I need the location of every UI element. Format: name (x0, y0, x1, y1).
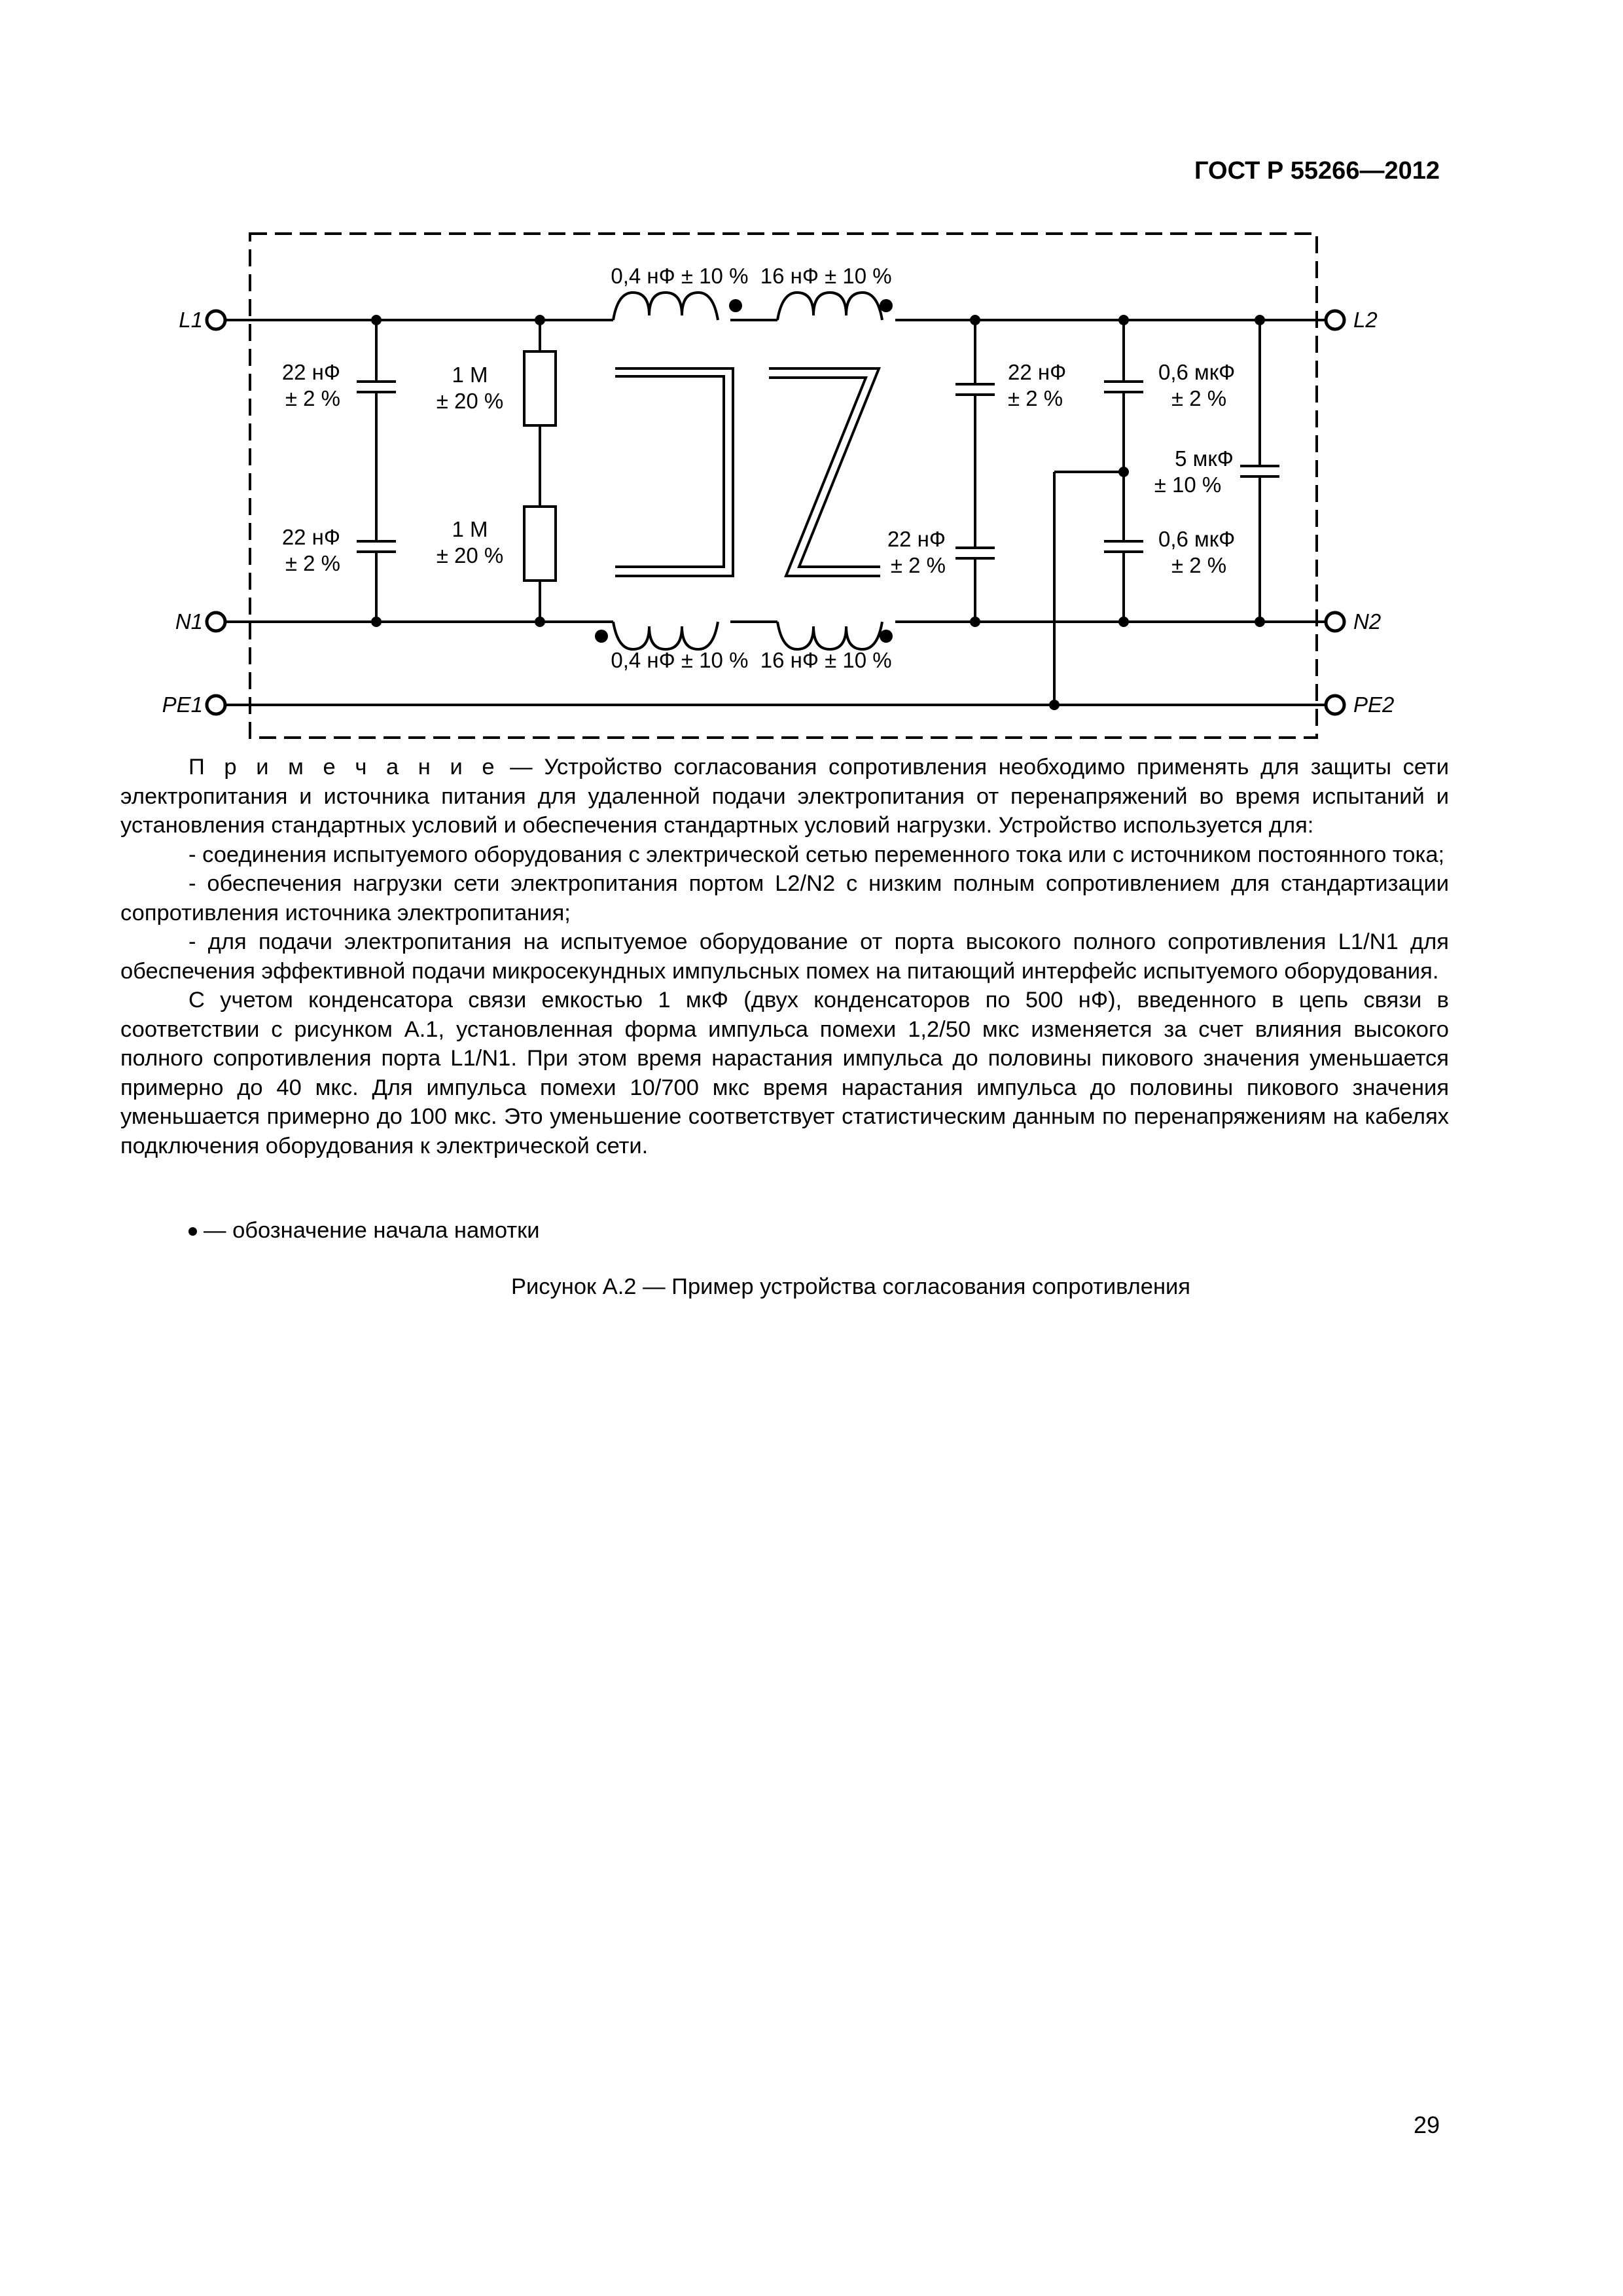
note-bullet-1: - соединения испытуемого оборудования с электрической сетью переменного тока или с источником постоянного тока; (188, 842, 1445, 867)
cap-right-top-tolerance: ± 2 % (1171, 386, 1227, 410)
legend-text: — обозначение начала намотки (204, 1218, 540, 1243)
resistor-bottom-value: 1 М (452, 517, 488, 541)
resistor-top-tolerance: ± 20 % (436, 389, 504, 413)
cap-big-tolerance: ± 10 % (1154, 473, 1222, 497)
cap-right-bottom-value: 0,6 мкФ (1158, 527, 1236, 551)
inductor-top-pair (613, 293, 882, 320)
resistor-column (524, 320, 556, 622)
port-pe1-label: PE1 (162, 692, 203, 717)
page-number: 29 (1413, 2111, 1440, 2138)
capacitor-right-column (1054, 320, 1143, 705)
port-l2-terminal (1326, 311, 1344, 329)
port-pe2-label: PE2 (1353, 692, 1395, 717)
port-l1-terminal (207, 311, 225, 329)
port-n2-terminal (1326, 613, 1344, 631)
winding-start-dot (880, 299, 893, 312)
inductor-bottom-pair (613, 622, 882, 649)
capacitor-mid (955, 320, 995, 622)
resistor-top-value: 1 М (452, 363, 488, 387)
figure-caption: Рисунок А.2 — Пример устройства согласования сопротивления (511, 1274, 1190, 1299)
port-n2-label: N2 (1353, 609, 1382, 634)
document-code: ГОСТ Р 55266—2012 (1194, 157, 1440, 185)
core-bracket (615, 368, 733, 576)
note-block (120, 753, 1449, 1160)
note-bullet-2: - обеспечения нагрузки сети электропитания портом L2/N2 с низким полным сопротивлением для стандартизации сопротивления источника электропитания; (120, 871, 1449, 925)
cap-left-bottom-tolerance: ± 2 % (285, 551, 340, 575)
port-n1-label: N1 (175, 609, 203, 634)
circuit-diagram (0, 0, 1623, 785)
port-pe1-terminal (207, 696, 225, 714)
note-text: — Устройство согласования сопротивления необходимо применять для защиты сети электропитания и источника питания для удаленной подачи электропитания от перенапряжений во время испытаний и установления стандартных условий и обеспечения стандартных условий нагрузки. Устройство используется для: (120, 755, 1449, 838)
inductor-top-labels: 0,4 нФ ± 10 % 16 нФ ± 10 % (611, 264, 892, 288)
cap-left-bottom-value: 22 нФ (281, 525, 340, 549)
note-bullet-3: - для подачи электропитания на испытуемое оборудование от порта высокого полного сопротивления L1/N1 для обеспечения эффективной подачи микросекундных импульсных помех на питающий интерфейс испытуемого оборудования. (120, 929, 1449, 984)
port-l1-label: L1 (179, 308, 203, 332)
inductor-bottom-labels: 0,4 нФ ± 10 % 16 нФ ± 10 % (611, 648, 892, 672)
cap-right-bottom-tolerance: ± 2 % (1171, 553, 1227, 577)
cap-mid-top-tolerance: ± 2 % (1008, 386, 1063, 410)
cap-mid-bottom-value: 22 нФ (887, 527, 946, 551)
note-prefix: П р и м е ч а н и е (188, 755, 499, 780)
cap-left-top-value: 22 нФ (281, 360, 340, 384)
port-n1-terminal (207, 613, 225, 631)
winding-start-dot-icon (188, 1227, 197, 1236)
port-pe2-terminal (1326, 696, 1344, 714)
note-paragraph (120, 753, 1449, 840)
resistor-bottom-tolerance: ± 20 % (436, 543, 504, 567)
cap-big-value: 5 мкФ (1175, 446, 1234, 471)
cap-mid-bottom-tolerance: ± 2 % (890, 553, 946, 577)
note-paragraph-2: С учетом конденсатора связи емкостью 1 мкФ (двух конденсаторов по 500 нФ), введенного в цепь связи в соответствии с рисунком А.1, установленная форма импульса помехи 1,2/50 мкс изменяется за счет влияния высокого полного сопротивления порта L1/N1. При этом время нарастания импульса до половины пикового значения уменьшается примерно до 40 мкс. Для импульса помехи 10/700 мкс время нарастания импульса до половины пикового значения уменьшается примерно до 100 мкс. Это уменьшение соответствует статистическим данным по перенапряжениям на кабелях подключения оборудования к электрической сети. (120, 988, 1449, 1158)
cap-left-top-tolerance: ± 2 % (285, 386, 340, 410)
winding-start-dot (729, 299, 742, 312)
winding-start-dot (880, 630, 893, 643)
cap-mid-top-value: 22 нФ (1008, 360, 1067, 384)
port-l2-label: L2 (1353, 308, 1378, 332)
capacitor-big (1240, 320, 1279, 622)
cap-right-top-value: 0,6 мкФ (1158, 360, 1236, 384)
capacitor-left-column (357, 320, 396, 622)
legend (188, 1218, 540, 1244)
core-z (769, 368, 880, 576)
winding-start-dot (595, 630, 608, 643)
